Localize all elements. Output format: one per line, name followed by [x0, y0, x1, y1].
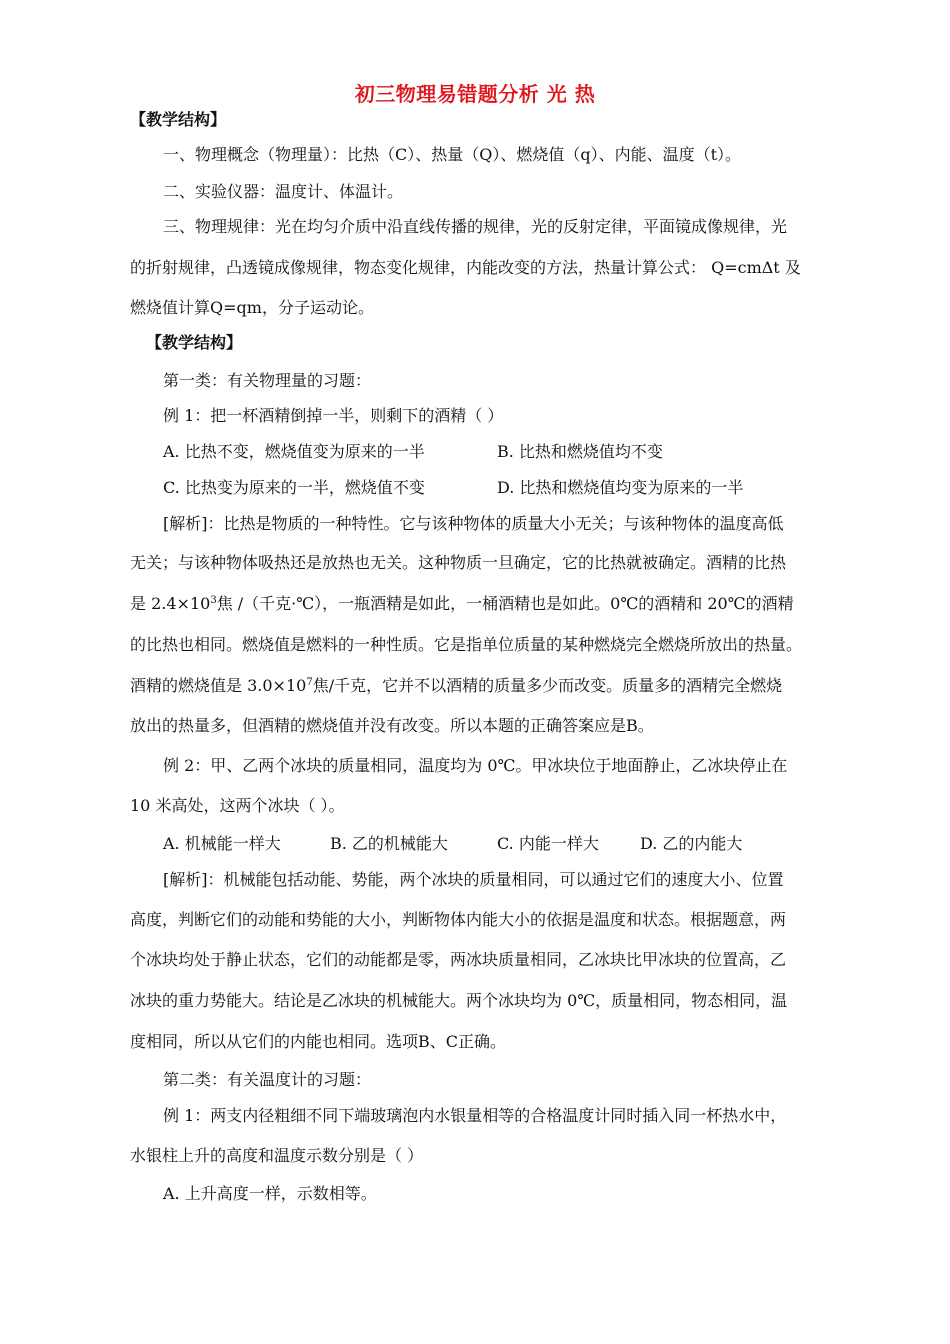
example1-analysis-line5: [130, 676, 782, 696]
example1-option-a: A. 比热不变，燃烧值变为原来的一半: [163, 442, 425, 461]
paragraph-laws-line3: 燃烧值计算Q=qm，分子运动论。: [130, 298, 374, 317]
paragraph-instruments: 二、实验仪器：温度计、体温计。: [163, 182, 404, 201]
document-title: 初三物理易错题分析 光 热: [354, 82, 596, 106]
example2-question-line1: 例 2：甲、乙两个冰块的质量相同，温度均为 0℃。甲冰块位于地面静止，乙冰块停止在: [163, 756, 788, 775]
paragraph-concepts: 一、物理概念（物理量）：比热（C）、热量（Q）、燃烧值（q）、内能、温度（t）。: [163, 145, 742, 164]
example2-option-c: C. 内能一样大: [497, 834, 599, 853]
example2-analysis-line2: 高度，判断它们的动能和势能的大小，判断物体内能大小的依据是温度和状态。根据题意，两: [130, 910, 787, 929]
specific-heat-value: 是 2.4×10: [130, 594, 211, 613]
exponent-7: 7: [306, 677, 313, 688]
example1-analysis-line1: [解析]：比热是物质的一种特性。它与该种物体的质量大小无关；与该种物体的温度高低: [163, 514, 784, 533]
example2-option-b: B. 乙的机械能大: [330, 834, 448, 853]
example1-analysis-line6: 放出的热量多，但酒精的燃烧值并没有改变。所以本题的正确答案应是B。: [130, 716, 654, 735]
example2-analysis-line4: 冰块的重力势能大。结论是乙冰块的机械能大。两个冰块均为 0℃，质量相同，物态相同，温: [130, 991, 788, 1010]
example1-question: 例 1：把一杯酒精倒掉一半，则剩下的酒精（ ）: [163, 406, 504, 425]
example3-question-line2: 水银柱上升的高度和温度示数分别是（ ）: [130, 1146, 424, 1165]
fuel-value-rest: 焦/千克，它并不以酒精的质量多少而改变。质量多的酒精完全燃烧: [312, 676, 783, 695]
example2-option-a: A. 机械能一样大: [163, 834, 281, 853]
example2-analysis-line1: [解析]：机械能包括动能、势能，两个冰块的质量相同，可以通过它们的速度大小、位置: [163, 870, 784, 889]
category-1: 第一类：有关物理量的习题：: [163, 371, 372, 390]
example1-analysis-line2: 无关；与该种物体吸热还是放热也无关。这种物质一旦确定，它的比热就被确定。酒精的比热: [130, 553, 787, 572]
example1-option-d: D. 比热和燃烧值均变为原来的一半: [497, 478, 744, 497]
exponent-3: 3: [210, 595, 217, 606]
example2-analysis-line3: 个冰块均处于静止状态，它们的动能都是零，两冰块质量相同，乙冰块比甲冰块的位置高，乙: [130, 950, 787, 969]
example2-question-line2: 10 米高处，这两个冰块（ ）。: [130, 796, 345, 815]
example2-option-d: D. 乙的内能大: [640, 834, 743, 853]
example1-analysis-line3: [130, 594, 794, 614]
paragraph-laws-line2: 的折射规律，凸透镜成像规律，物态变化规律，内能改变的方法，热量计算公式： Q=cmΔt 及: [130, 258, 801, 277]
section-heading-1: 【教学结构】: [130, 110, 227, 129]
fuel-value-text: 酒精的燃烧值是 3.0×10: [130, 676, 307, 695]
specific-heat-unit-text: 焦 /（千克·℃），一瓶酒精是如此，一桶酒精也是如此。0℃的酒精和 20℃的酒精: [216, 594, 794, 613]
example2-analysis-line5: 度相同，所以从它们的内能也相同。选项B、C正确。: [130, 1032, 507, 1051]
category-2: 第二类：有关温度计的习题：: [163, 1070, 372, 1089]
example1-option-b: B. 比热和燃烧值均不变: [497, 442, 663, 461]
paragraph-laws-line1: 三、物理规律：光在均匀介质中沿直线传播的规律，光的反射定律，平面镜成像规律，光: [163, 217, 788, 236]
example3-option-a: A. 上升高度一样，示数相等。: [163, 1184, 377, 1203]
example1-analysis-line4: 的比热也相同。燃烧值是燃料的一种性质。它是指单位质量的某种燃烧完全燃烧所放出的热量。: [130, 635, 803, 654]
example3-question-line1: 例 1：两支内径粗细不同下端玻璃泡内水银量相等的合格温度计同时插入同一杯热水中，: [163, 1106, 787, 1125]
section-heading-2: 【教学结构】: [146, 333, 243, 352]
example1-option-c: C. 比热变为原来的一半，燃烧值不变: [163, 478, 425, 497]
